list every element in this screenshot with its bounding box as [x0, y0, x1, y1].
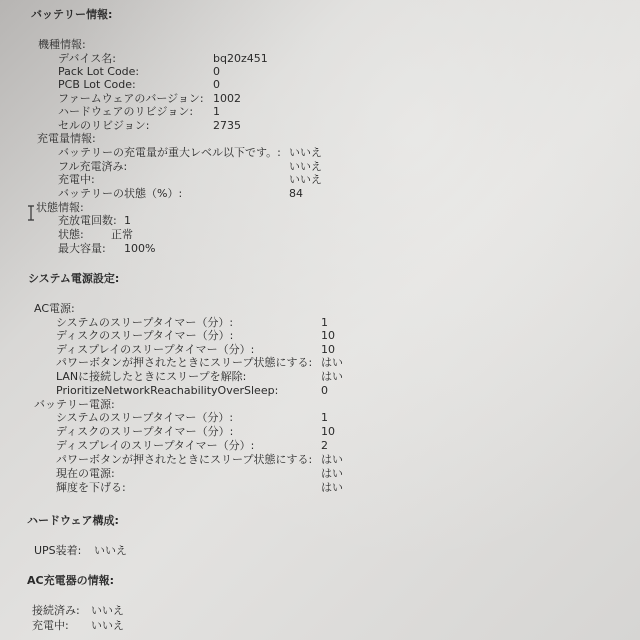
row-value: いいえ	[289, 146, 322, 159]
row-label: ディスプレイのスリープタイマー（分）:	[56, 439, 255, 452]
section-heading-battery-info: バッテリー情報:	[31, 8, 113, 21]
row-value: はい	[321, 370, 343, 383]
row-value: 1	[124, 214, 131, 227]
row-label: 充放電回数:	[58, 214, 117, 227]
section-heading-ac-charger: AC充電器の情報:	[27, 574, 114, 587]
row-label: セルのリビジョン:	[58, 119, 150, 132]
row-label: デバイス名:	[58, 52, 116, 65]
ups-label: UPS装着:	[34, 544, 82, 557]
row-value: 1	[321, 411, 328, 424]
section-heading-power-settings: システム電源設定:	[28, 272, 120, 285]
row-label: バッテリーの状態（%）:	[58, 187, 183, 200]
row-value: 1	[321, 316, 328, 329]
row-value: 0	[321, 384, 328, 397]
subsection-heading-ac-power: AC電源:	[34, 302, 75, 315]
row-value: いいえ	[289, 160, 322, 173]
row-label: 充電中:	[58, 173, 95, 186]
subsection-heading-charge-info: 充電量情報:	[37, 132, 96, 145]
row-label: LANに接続したときにスリープを解除:	[56, 370, 247, 383]
row-value: 100%	[124, 242, 156, 255]
row-value: 2	[321, 439, 328, 452]
row-label: システムのスリープタイマー（分）:	[56, 411, 234, 424]
row-label: システムのスリープタイマー（分）:	[56, 316, 234, 329]
text-cursor-icon	[27, 205, 35, 221]
row-label: 輝度を下げる:	[56, 481, 126, 494]
row-label: ディスクのスリープタイマー（分）:	[56, 425, 234, 438]
charging-label: 充電中:	[32, 619, 69, 632]
row-label: フル充電済み:	[58, 160, 128, 173]
row-label: パワーボタンが押されたときにスリープ状態にする:	[56, 356, 313, 369]
row-label: PCB Lot Code:	[58, 78, 136, 91]
row-value: 正常	[111, 228, 133, 241]
row-value: 84	[289, 187, 303, 200]
row-label: 現在の電源:	[56, 467, 115, 480]
connected-label: 接続済み:	[32, 604, 80, 617]
row-label: パワーボタンが押されたときにスリープ状態にする:	[56, 453, 313, 466]
row-label: PrioritizeNetworkReachabilityOverSleep:	[56, 384, 279, 397]
row-label: ハードウェアのリビジョン:	[58, 105, 194, 118]
subsection-heading-model-info: 機種情報:	[38, 38, 86, 51]
row-value: 1002	[213, 92, 241, 105]
row-value: はい	[321, 453, 343, 466]
row-label: ディスクのスリープタイマー（分）:	[56, 329, 234, 342]
row-value: はい	[321, 467, 343, 480]
subsection-heading-battery-power: バッテリー電源:	[34, 398, 115, 411]
row-label: ファームウェアのバージョン:	[58, 92, 204, 105]
row-value: 1	[213, 105, 220, 118]
connected-value: いいえ	[91, 604, 124, 617]
row-value: bq20z451	[213, 52, 268, 65]
row-label: ディスプレイのスリープタイマー（分）:	[56, 343, 255, 356]
row-label: 状態:	[58, 228, 84, 241]
row-label: 最大容量:	[58, 242, 106, 255]
row-value: はい	[321, 356, 343, 369]
section-heading-hardware: ハードウェア構成:	[27, 514, 119, 527]
row-label: Pack Lot Code:	[58, 65, 140, 78]
row-value: はい	[321, 481, 343, 494]
row-label: バッテリーの充電量が重大レベル以下です。:	[58, 146, 281, 159]
charging-value: いいえ	[91, 619, 124, 632]
subsection-heading-status-info: 状態情報:	[36, 201, 84, 214]
row-value: 0	[213, 65, 220, 78]
row-value: 10	[321, 343, 335, 356]
row-value: 2735	[213, 119, 241, 132]
ups-value: いいえ	[94, 544, 127, 557]
row-value: 0	[213, 78, 220, 91]
row-value: いいえ	[289, 173, 322, 186]
row-value: 10	[321, 329, 335, 342]
row-value: 10	[321, 425, 335, 438]
